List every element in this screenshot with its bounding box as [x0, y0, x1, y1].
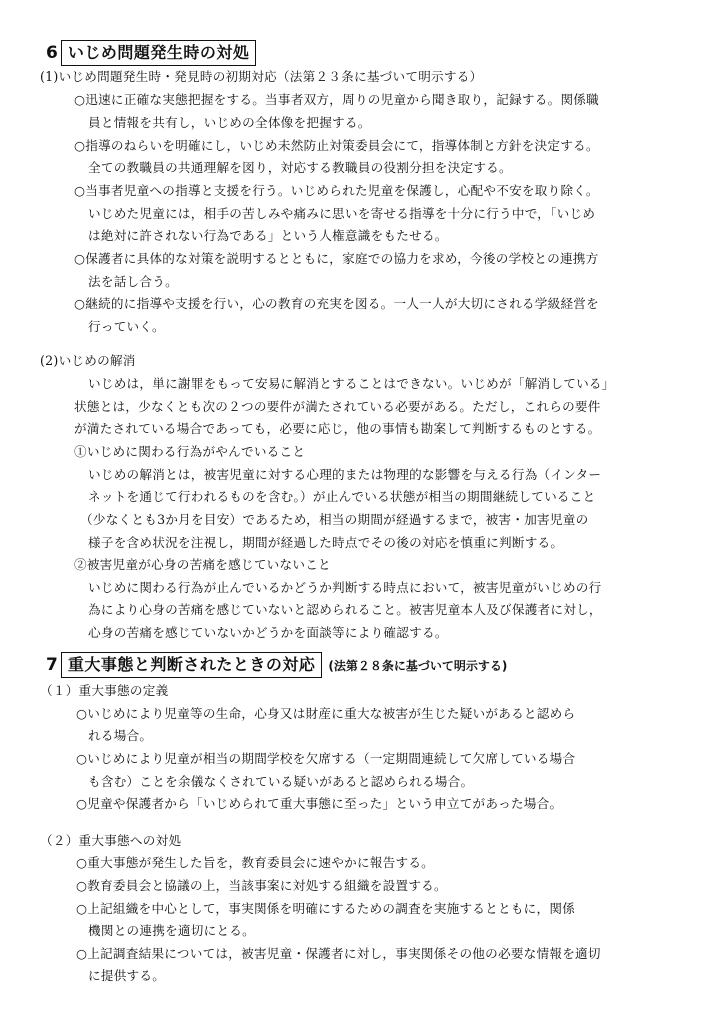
list-item-text: 全ての教職員の共通理解を図り，対応する教職員の役割分担を決定する。 — [88, 160, 512, 175]
requirement-1-title: ①いじめに関わる行為がやんでいること — [74, 444, 306, 459]
list-item-text: ○上記組織を中心として，事実関係を明確にするための調査を実施するとともに，関係 — [76, 901, 576, 916]
paragraph-line: ネットを通じて行われるものを含む。）が止んでいる状態が相当の期間継続していること — [88, 489, 596, 504]
list-item-text: ○保護者に具体的な対策を説明するとともに，家庭での協力を求め，今後の学校との連携方 — [74, 251, 599, 266]
section-6-header — [46, 40, 256, 66]
list-item-text: 機関との連携を適切にとる。 — [88, 923, 255, 938]
requirement-2-title: ②被害児童が心身の苦痛を感じていないこと — [74, 557, 331, 572]
section-7-number: 7 — [46, 655, 58, 675]
section-6-number: 6 — [46, 43, 58, 63]
paragraph-line: 状態とは，少なくとも次の２つの要件が満たされている必要がある。ただし，これらの要件 — [74, 399, 601, 414]
list-item-text: ○指導のねらいを明確にし，いじめ未然防止対策委員会にて，指導体制と方針を決定する。 — [74, 138, 599, 153]
paragraph-line: （少なくとも3か月を目安）であるため，相当の期間が経過するまで，被害・加害児童の — [80, 512, 589, 527]
section-7-1-heading: （１）重大事態の定義 — [40, 683, 169, 698]
list-item-text: ○重大事態が発生した旨を，教育委員会に速やかに報告する。 — [76, 855, 435, 870]
list-item-text: ○教育委員会と協議の上，当該事案に対処する組織を設置する。 — [76, 878, 447, 893]
section-6-1-heading: (1)いじめ問題発生時・発見時の初期対応（法第２３条に基づいて明示する） — [40, 69, 483, 84]
list-item-text: 員と情報を共有し，いじめの全体像を把握する。 — [88, 115, 371, 130]
section-7-title: 重大事態と判断されたときの対応 — [61, 652, 323, 678]
list-item-text: 行っていく。 — [88, 319, 165, 334]
paragraph-line: いじめの解消とは，被害児童に対する心理的または物理的な影響を与える行為（インター — [88, 467, 602, 482]
paragraph-line: いじめは，単に謝罪をもって安易に解消とすることはできない。いじめが「解消している」 — [88, 376, 615, 391]
section-6-title: いじめ問題発生時の対処 — [61, 40, 257, 66]
list-item-text: 法を話し合う。 — [88, 274, 178, 289]
list-item-text: ○迅速に正確な実態把握をする。当事者双方，周りの児童から聞き取り，記録する。関係職 — [74, 92, 599, 107]
section-7-2-heading: （２）重大事態への対処 — [40, 833, 182, 848]
paragraph-line: 為により心身の苦痛を感じていないと認められること。被害児童本人及び保護者に対し， — [88, 602, 602, 617]
paragraph-line: 心身の苦痛を感じていないかどうかを面談等により確認する。 — [88, 625, 448, 640]
list-item-text: に提供する。 — [88, 968, 166, 983]
paragraph-line: いじめに関わる行為が止んでいるかどうか判断する時点において，被害児童がいじめの行 — [88, 580, 602, 595]
list-item-text: ○児童や保護者から「いじめられて重大事態に至った」という申立てがあった場合。 — [76, 796, 563, 811]
list-item-text: ○上記調査結果については，被害児童・保護者に対し，事実関係その他の必要な情報を適切 — [76, 946, 601, 961]
section-7-header — [46, 652, 507, 678]
list-item-text: れる場合。 — [88, 728, 153, 743]
section-7-note: (法第２８条に基づいて明示する) — [328, 658, 508, 673]
list-item-text: も含む）ことを余儀なくされている疑いがあると認められる場合。 — [88, 774, 474, 789]
list-item-text: いじめた児童には，相手の苦しみや痛みに思いを寄せる指導を十分に行う中で，「いじめ — [88, 206, 596, 221]
section-6-2-heading: (2)いじめの解消 — [40, 353, 136, 368]
list-item-text: ○継続的に指導や支援を行い，心の教育の充実を図る。一人一人が大切にされる学級経営を — [74, 296, 599, 311]
list-item-text: ○いじめにより児童が相当の期間学校を欠席する（一定期間連続して欠席している場合 — [76, 751, 576, 766]
list-item-text: は絶対に許されない行為である」という人権意識をもたせる。 — [88, 228, 448, 243]
list-item-text: ○いじめにより児童等の生命，心身又は財産に重大な被害が生じた疑いがあると認めら — [76, 706, 576, 721]
paragraph-line: が満たされている場合であっても，必要に応じ，他の事情も勘案して判断するものとする。 — [74, 421, 601, 436]
paragraph-line: 様子を含め状況を注視し，期間が経過した時点でその後の対応を慎重に判断する。 — [88, 535, 564, 550]
list-item-text: ○当事者児童への指導と支援を行う。いじめられた児童を保護し，心配や不安を取り除く。 — [74, 183, 599, 198]
